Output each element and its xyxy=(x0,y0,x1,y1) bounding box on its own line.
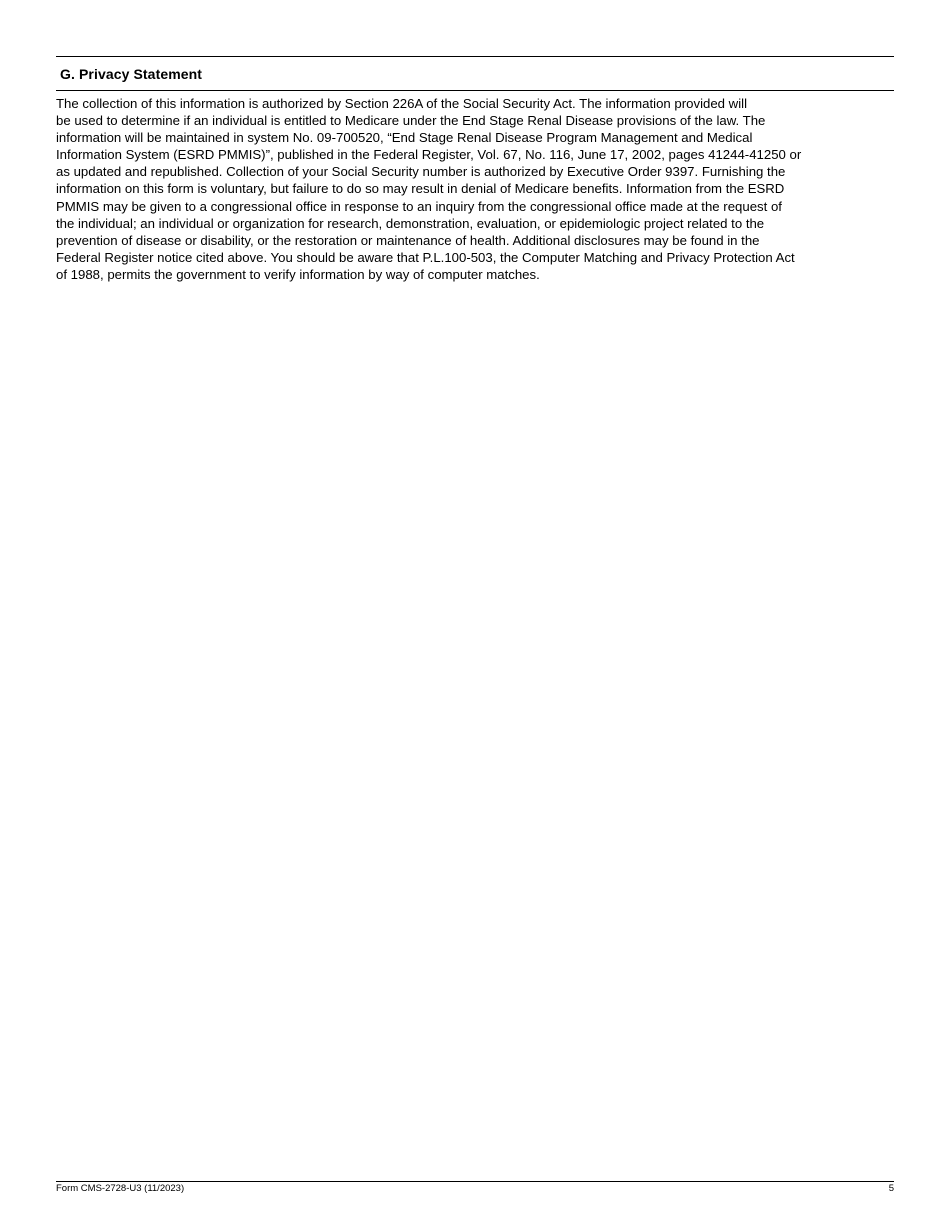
body-line: Information System (ESRD PMMIS)”, published in the Federal Register, Vol. 67, No. 116, June 17, 2002, pages 41244-41250 or xyxy=(56,147,802,163)
section-heading: G. Privacy Statement xyxy=(60,66,203,82)
body-line: as updated and republished. Collection of your Social Security number is authorized by Executive Order 9397. Furnishing the xyxy=(56,164,786,180)
privacy-statement-body xyxy=(56,91,894,283)
body-line: of 1988, permits the government to verify information by way of computer matches. xyxy=(56,266,540,282)
body-line: The collection of this information is authorized by Section 226A of the Social Security Act. The information provided will xyxy=(56,96,747,111)
body-line: Federal Register notice cited above. You should be aware that P.L.100-503, the Computer Matching and Privacy Protection Act xyxy=(56,249,795,265)
page-number: 5 xyxy=(888,1183,894,1194)
body-line: PMMIS may be given to a congressional office in response to an inquiry from the congressional office made at the request of xyxy=(56,198,782,214)
body-line: information on this form is voluntary, but failure to do so may result in denial of Medicare benefits. Information from the ESRD xyxy=(56,181,785,197)
body-line: the individual; an individual or organization for research, demonstration, evaluation, or epidemiologic project related to the xyxy=(56,215,765,231)
page-footer xyxy=(56,1181,894,1194)
form-identifier: Form CMS-2728-U3 (11/2023) xyxy=(56,1183,185,1194)
body-line: information will be maintained in system No. 09-700520, “End Stage Renal Disease Program Management and Medical xyxy=(56,130,753,146)
privacy-statement-section xyxy=(56,56,894,283)
body-line: prevention of disease or disability, or the restoration or maintenance of health. Additional disclosures may be found in the xyxy=(56,232,760,248)
body-line: be used to determine if an individual is entitled to Medicare under the End Stage Renal Disease provisions of the law. The xyxy=(56,113,766,129)
